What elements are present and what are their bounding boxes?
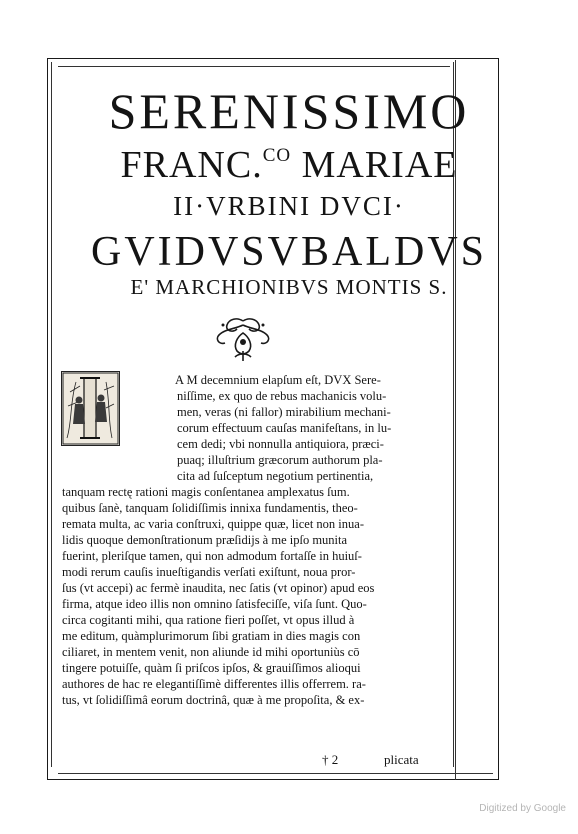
body-line-12: fuerint, pleriſque tamen, qui non admodum fortaſſe in huiuſ- (62, 549, 362, 563)
body-line-14: ſus (vt accepi) ac fermè inaudita, nec ſatis (vt opinor) apud eos (62, 581, 375, 595)
body-line-6: puaq; illuſtrium græcorum authorum pla- (177, 453, 383, 467)
body-line-1: A M decemnium elapſum eſt, DVX Sere- (175, 373, 381, 387)
dedication-line-3: II·VRBINI DVCI· (173, 191, 405, 221)
body-line-3: men, veras (ni fallor) mirabilium mechani- (177, 405, 391, 419)
body-line-20: authores de hac re elegantiſſimè differentes illis offerrem. ra- (62, 677, 366, 691)
body-line-2: niſſime, ex quo de rebus machanicis volu- (177, 389, 387, 403)
dedication-line-2-rest: MARIAE (291, 144, 458, 186)
body-line-7: cita ad ſuſceptum negotium pertinentia, (177, 469, 374, 483)
body-line-11: lidis quoque demonſtrationum præſidijs à me ipſo munita (62, 533, 348, 547)
author-title: E' MARCHIONIBVS MONTIS S. (130, 275, 448, 299)
signature-mark: † 2 (322, 752, 339, 767)
body-line-15: firma, atque ideo illis non omnino ſatisfeciſſe, viſa ſunt. Quo- (62, 597, 367, 611)
author-name: GVIDVSVBALDVS (90, 229, 488, 275)
dedication-line-2-sup: CO (262, 145, 292, 166)
dedication-line-2 (0, 143, 578, 187)
fleuron-ornament-icon (213, 315, 273, 363)
top-rule (58, 66, 450, 67)
body-line-10: remata multa, ac varia conſtruxi, quippe quæ, licet non inua- (62, 517, 364, 531)
catchword: plicata (384, 752, 419, 767)
dedication-line-1: SERENISSIMO (108, 83, 470, 139)
decorated-initial-icon (61, 371, 120, 446)
bottom-rule (58, 773, 493, 774)
body-line-18: ciliaret, in mentem venit, non aliunde id mihi oportuniùs cō (62, 645, 360, 659)
body-line-16: circa cogitanti mihi, qua ratione fieri poſſet, vt opus illud à (62, 613, 355, 627)
body-line-4: corum effectuum cauſas manifeſtans, in lu- (177, 421, 392, 435)
body-line-13: modi rerum cauſis inueſtigandis verſati exiſtunt, noua pror- (62, 565, 356, 579)
body-line-19: tingere potuiſſe, quàm ſi priſcos ipſos, & grauiſſimos alioqui (62, 661, 361, 675)
dedication-line-2-main: FRANC. (120, 144, 263, 186)
body-line-17: me editum, quàmplurimorum ſibi gratiam in dies magis con (62, 629, 361, 643)
digitization-watermark: Digitized by Google (479, 803, 566, 814)
body-line-9: quibus ſanè, tanquam ſolidiſſimis innixa fundamentis, theo- (62, 501, 358, 515)
body-line-21: tus, vt ſolidiſſimâ eorum doctrinâ, quæ à me propoſita, & ex- (62, 693, 365, 707)
body-line-5: cem dedi; vbi nonnulla antiquiora, præci- (177, 437, 384, 451)
body-line-8: tanquam rectę rationi magis conſentanea amplexatus ſum. (62, 485, 350, 499)
